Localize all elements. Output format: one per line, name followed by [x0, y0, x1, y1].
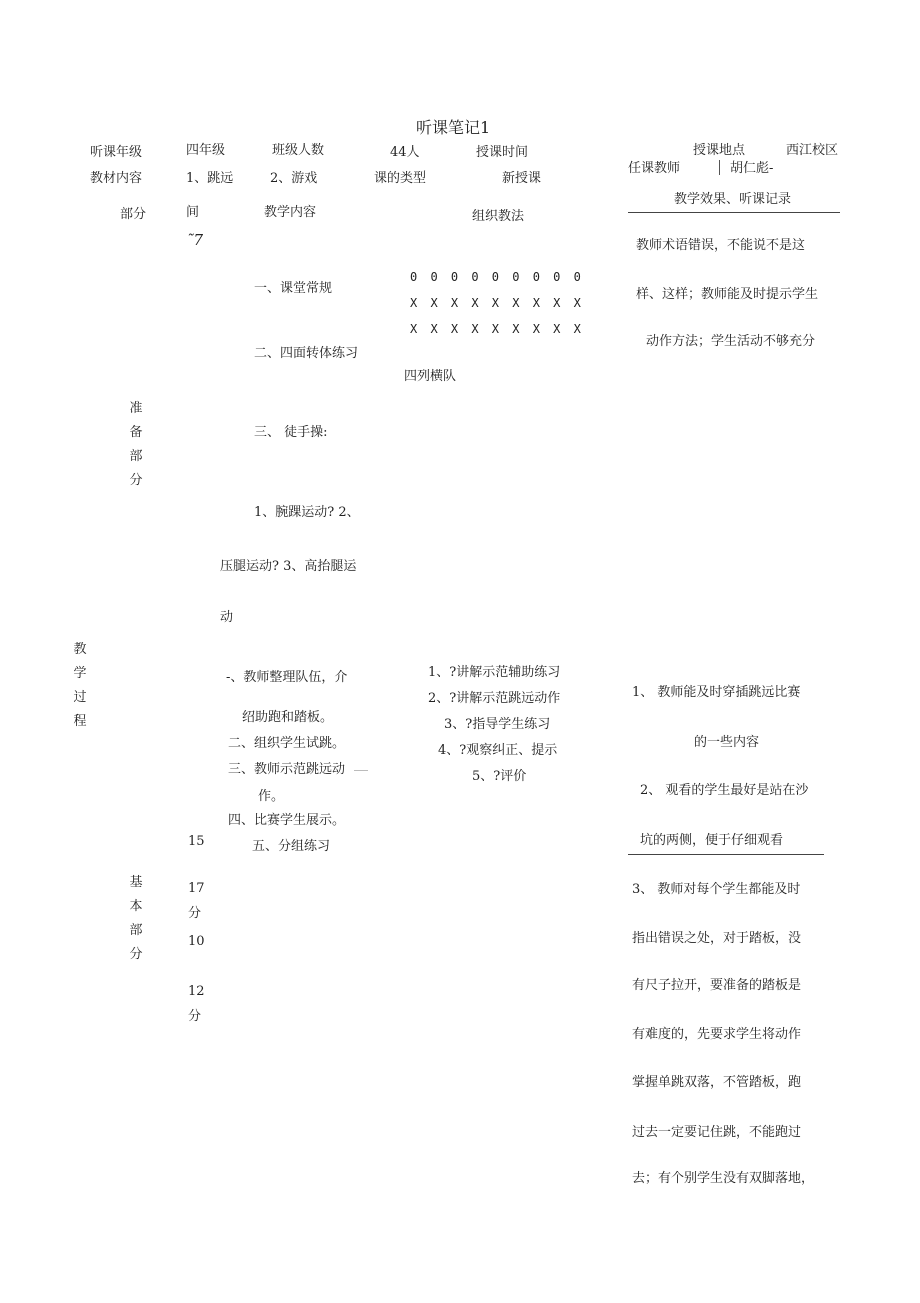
prep-content-line: 动: [220, 610, 234, 625]
prep-content-line: 二、四面转体练习: [254, 346, 359, 361]
basic-content-line: -、教师整理队伍，介: [226, 670, 348, 685]
basic-note-line: 2、 观看的学生最好是站在沙: [640, 783, 809, 798]
basic-content-line: 二、组织学生试跳。: [228, 736, 346, 751]
column-organization: 组织教法: [472, 209, 525, 224]
prep-note-line: 样、这样；教师能及时提示学生: [636, 287, 819, 302]
content-dash: [354, 770, 368, 771]
location-label: 授课地点: [693, 143, 746, 158]
column-part: 部分: [120, 207, 147, 222]
basic-note-line: 去；有个别学生没有双脚落地，: [632, 1171, 815, 1186]
time-label: 授课时间: [476, 145, 529, 160]
basic-part-char: 分: [129, 947, 143, 962]
basic-note-line: 掌握单跳双落，不管踏板，跑: [632, 1075, 802, 1090]
basic-method-line: 1、?讲解示范辅助练习: [428, 665, 561, 680]
grade-label: 听课年级: [90, 145, 143, 160]
prep-note-line: 动作方法；学生活动不够充分: [646, 334, 816, 349]
basic-content-line: 五、分组练习: [252, 839, 331, 854]
teacher-label: 任课教师: [628, 161, 681, 176]
teaching-process-char: 过: [73, 690, 87, 705]
teaching-process-char: 学: [73, 666, 87, 681]
basic-content-line: 四、比赛学生展示。: [228, 813, 346, 828]
prep-content-line: 压腿运动? 3、高抬腿运: [220, 559, 357, 574]
lesson-type-value: 新授课: [502, 171, 542, 186]
column-effect: 教学效果、听课记录: [674, 192, 792, 207]
basic-part-char: 部: [129, 923, 143, 938]
time-value: 15: [188, 834, 205, 849]
teacher-divider: [719, 160, 720, 175]
content-item-2: 2、游戏: [270, 171, 318, 186]
teaching-process-label: [72, 638, 88, 734]
prep-part-char: 备: [129, 425, 143, 440]
prep-part-label: [128, 397, 144, 493]
time-value: 12: [188, 984, 205, 999]
location-value: 西江校区: [786, 143, 839, 158]
basic-note-line: 有尺子拉开，要准备的踏板是: [632, 978, 802, 993]
basic-method-line: 5、?评价: [472, 769, 527, 784]
basic-note-line: 有难度的，先要求学生将动作: [632, 1027, 802, 1042]
prep-part-char: 分: [129, 473, 143, 488]
grade-value: 四年级: [186, 143, 226, 158]
basic-content-line: 三、教师示范跳远动: [228, 762, 346, 777]
time-value: 分: [188, 906, 202, 921]
column-content: 教学内容: [264, 205, 317, 220]
teaching-process-char: 教: [73, 642, 87, 657]
time-value: 10: [188, 934, 205, 949]
basic-note-line: 坑的两侧，便于仔细观看: [640, 833, 784, 848]
content-item-1: 1、跳远: [186, 171, 234, 186]
formation-row: 0 0 0 0 0 0 0 0 0: [410, 270, 584, 284]
prep-note-line: 教师术语错误，不能说不是这: [636, 238, 806, 253]
basic-note-line: 3、 教师对每个学生都能及时: [632, 882, 801, 897]
formation-row: X X X X X X X X X: [410, 322, 584, 336]
prep-content-line: 三、 徒手操:: [254, 425, 328, 440]
formation-row: X X X X X X X X X: [410, 296, 584, 310]
basic-content-line: 作。: [258, 789, 285, 804]
basic-method-line: 2、?讲解示范跳远动作: [428, 691, 561, 706]
column-time-mark: ˜7: [186, 231, 204, 249]
time-value: 17: [188, 881, 205, 896]
basic-part-char: 基: [129, 875, 143, 890]
teacher-value: 胡仁彪-: [730, 161, 774, 176]
class-size-value: 44人: [390, 145, 420, 160]
basic-note-line: 指出错误之处，对于踏板，没: [632, 931, 802, 946]
basic-note-line: 1、 教师能及时穿插跳远比赛: [632, 685, 801, 700]
page-title: 听课笔记1: [416, 118, 491, 137]
time-value: 分: [188, 1009, 202, 1024]
prep-part-char: 准: [129, 401, 143, 416]
basic-method-line: 3、?指导学生练习: [444, 717, 551, 732]
column-time: 间: [186, 205, 200, 220]
basic-content-line: 绍助跑和踏板。: [242, 710, 334, 725]
effect-header-rule: [628, 212, 840, 213]
prep-content-line: 一、课堂常规: [254, 281, 333, 296]
prep-part-char: 部: [129, 449, 143, 464]
prep-content-line: 1、腕踝运动? 2、: [254, 505, 360, 520]
basic-note-line: 过去一定要记住跳，不能跑过: [632, 1125, 802, 1140]
basic-note-rule: [628, 854, 824, 855]
teaching-process-char: 程: [73, 714, 87, 729]
content-label: 教材内容: [90, 171, 143, 186]
lesson-type-label: 课的类型: [374, 171, 427, 186]
basic-method-line: 4、?观察纠正、提示: [438, 743, 558, 758]
basic-note-line: 的一些内容: [694, 735, 760, 750]
basic-part-label: [128, 871, 144, 967]
formation-label: 四列横队: [404, 369, 457, 384]
basic-part-char: 本: [129, 899, 143, 914]
class-size-label: 班级人数: [272, 143, 325, 158]
